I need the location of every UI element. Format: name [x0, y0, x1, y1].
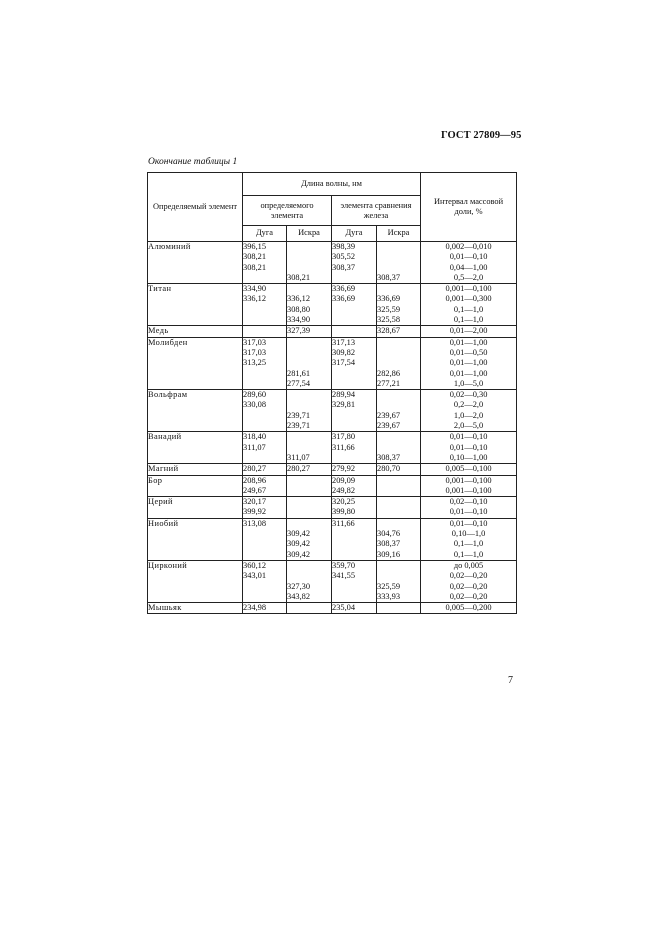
element-name-cell: Ванадий — [148, 432, 243, 464]
arc-determined-cell — [243, 603, 287, 614]
cell-value — [377, 603, 420, 613]
header-reference-iron: элемента сравнения железа — [332, 196, 421, 226]
cell-value: 2,0—5,0 — [453, 421, 484, 431]
arc-determined-cell — [243, 337, 287, 389]
cell-value: 398,39 — [332, 242, 356, 251]
cell-value — [287, 603, 331, 613]
header-spark-determined: Искра — [287, 226, 332, 242]
cell-value: 235,04 — [332, 603, 356, 613]
cell-value: 359,70 — [332, 560, 356, 570]
cell-value — [243, 305, 286, 315]
mass-fraction-range-cell — [421, 337, 517, 389]
cell-value: 317,03 — [243, 347, 267, 357]
cell-value: 0,02—0,10 — [449, 497, 488, 507]
cell-value: 0,04—1,00 — [449, 262, 488, 272]
cell-value — [377, 486, 420, 496]
cell-value — [377, 242, 420, 252]
cell-value: 209,09 — [332, 475, 356, 485]
mass-fraction-range-cell — [421, 518, 517, 560]
cell-value — [332, 529, 376, 539]
cell-value: 1,0—2,0 — [453, 410, 484, 420]
table-caption: Окончание таблицы 1 — [148, 157, 238, 167]
arc-determined-cell — [243, 326, 287, 337]
arc-determined-cell — [243, 390, 287, 432]
cell-value — [243, 529, 286, 539]
cell-value — [377, 507, 420, 517]
cell-value: 304,76 — [377, 529, 401, 539]
cell-value: 308,21 — [287, 272, 311, 282]
cell-value: 313,25 — [243, 358, 267, 368]
cell-value — [287, 252, 331, 262]
mass-fraction-range-cell — [421, 560, 517, 602]
table-row — [148, 560, 517, 602]
table-row — [148, 284, 517, 326]
cell-value: 343,01 — [243, 571, 267, 581]
cell-value — [287, 497, 331, 507]
cell-value — [243, 379, 286, 389]
cell-value: 317,54 — [332, 358, 356, 368]
mass-fraction-range-cell — [421, 603, 517, 614]
cell-value — [243, 421, 286, 431]
spark-reference-cell — [377, 337, 421, 389]
cell-value: 317,03 — [243, 337, 267, 347]
cell-value — [287, 263, 331, 273]
cell-value — [377, 252, 420, 262]
cell-value: 0,01—1,00 — [449, 358, 488, 368]
arc-reference-cell — [332, 603, 377, 614]
wavelength-table — [147, 172, 517, 614]
cell-value: 309,42 — [287, 549, 311, 559]
spark-reference-cell — [377, 560, 421, 602]
cell-value: 327,39 — [287, 326, 311, 336]
cell-value: 308,37 — [377, 272, 401, 282]
cell-value: 341,55 — [332, 571, 356, 581]
cell-value: 0,002—0,010 — [445, 242, 492, 251]
cell-value: 399,92 — [243, 507, 267, 517]
spark-determined-cell — [287, 497, 332, 519]
cell-value: 0,10—1,0 — [451, 529, 486, 539]
cell-value — [377, 443, 420, 453]
element-name-cell: Мышьяк — [148, 603, 243, 614]
cell-value: 239,67 — [377, 421, 401, 431]
cell-value: 343,82 — [287, 591, 311, 601]
cell-value — [377, 519, 420, 529]
spark-determined-cell — [287, 432, 332, 464]
cell-value — [243, 453, 286, 463]
cell-value — [287, 443, 331, 453]
cell-value — [332, 453, 376, 463]
cell-value — [377, 263, 420, 273]
cell-value: 277,54 — [287, 378, 311, 388]
cell-value — [243, 326, 286, 336]
element-name-cell: Магний — [148, 464, 243, 475]
cell-value: 325,58 — [377, 315, 401, 325]
cell-value — [287, 571, 331, 581]
cell-value — [377, 348, 420, 358]
cell-value: 234,98 — [243, 603, 267, 613]
header-arc-determined: Дуга — [243, 226, 287, 242]
table-row — [148, 603, 517, 614]
cell-value — [243, 550, 286, 560]
spark-reference-cell — [377, 284, 421, 326]
spark-reference-cell — [377, 326, 421, 337]
cell-value — [332, 592, 376, 602]
cell-value — [377, 284, 420, 294]
spark-determined-cell — [287, 242, 332, 284]
mass-fraction-range-cell — [421, 242, 517, 284]
cell-value: 0,01—1,00 — [449, 368, 488, 378]
arc-determined-cell — [243, 518, 287, 560]
mass-fraction-range-cell — [421, 432, 517, 464]
cell-value: 309,16 — [377, 549, 401, 559]
cell-value — [377, 432, 420, 442]
cell-value: 289,60 — [243, 390, 267, 400]
cell-value: 0,01—0,10 — [449, 432, 488, 442]
cell-value: 277,21 — [377, 378, 401, 388]
cell-value: 308,37 — [332, 262, 356, 272]
cell-value: 336,69 — [332, 284, 356, 294]
cell-value: 333,93 — [377, 591, 401, 601]
cell-value: 336,12 — [287, 294, 311, 304]
arc-reference-cell — [332, 497, 377, 519]
page-number: 7 — [508, 675, 513, 686]
spark-determined-cell — [287, 603, 332, 614]
table-row — [148, 390, 517, 432]
element-name-cell: Медь — [148, 326, 243, 337]
cell-value — [287, 561, 331, 571]
cell-value — [377, 400, 420, 410]
cell-value: 279,92 — [332, 464, 356, 474]
cell-value: 309,82 — [332, 347, 356, 357]
cell-value: 325,59 — [377, 581, 401, 591]
arc-reference-cell — [332, 432, 377, 464]
cell-value: 0,2—2,0 — [453, 400, 484, 410]
cell-value — [377, 390, 420, 400]
cell-value: 0,001—0,300 — [445, 294, 492, 304]
cell-value: 0,1—1,0 — [453, 315, 484, 325]
cell-value: 0,1—1,0 — [453, 304, 484, 314]
spark-determined-cell — [287, 390, 332, 432]
cell-value — [377, 561, 420, 571]
table-row — [148, 464, 517, 475]
cell-value — [332, 326, 376, 336]
cell-value: 249,82 — [332, 485, 356, 495]
cell-value: 239,67 — [377, 410, 401, 420]
spark-reference-cell — [377, 464, 421, 475]
spark-determined-cell — [287, 560, 332, 602]
cell-value: 239,71 — [287, 410, 311, 420]
cell-value — [287, 486, 331, 496]
cell-value — [332, 550, 376, 560]
cell-value — [332, 369, 376, 379]
cell-value: 327,30 — [287, 581, 311, 591]
cell-value: 208,96 — [243, 475, 267, 485]
cell-value: 328,67 — [377, 326, 401, 336]
cell-value: 336,69 — [377, 294, 401, 304]
cell-value: 329,81 — [332, 400, 356, 410]
arc-reference-cell — [332, 464, 377, 475]
spark-reference-cell — [377, 603, 421, 614]
cell-value: 308,21 — [243, 252, 267, 262]
header-spark-reference: Искра — [377, 226, 421, 242]
cell-value — [287, 432, 331, 442]
cell-value — [243, 539, 286, 549]
cell-value — [287, 390, 331, 400]
cell-value: 309,42 — [287, 529, 311, 539]
cell-value: 308,21 — [243, 262, 267, 272]
table-row — [148, 337, 517, 389]
cell-value: 0,01—0,10 — [449, 252, 488, 262]
cell-value: 313,08 — [243, 518, 267, 528]
header-element: Определяемый элемент — [148, 173, 243, 242]
cell-value — [287, 400, 331, 410]
cell-value: 0,005—0,100 — [445, 464, 492, 474]
arc-determined-cell — [243, 497, 287, 519]
cell-value: 0,10—1,00 — [449, 452, 488, 462]
element-name-cell: Церий — [148, 497, 243, 519]
cell-value — [243, 369, 286, 379]
arc-reference-cell — [332, 242, 377, 284]
cell-value: 0,1—1,0 — [453, 549, 484, 559]
cell-value — [332, 421, 376, 431]
cell-value: 399,80 — [332, 507, 356, 517]
element-name-cell: Цирконий — [148, 560, 243, 602]
cell-value: 360,12 — [243, 560, 267, 570]
cell-value: 320,17 — [243, 497, 267, 507]
mass-fraction-range-cell — [421, 497, 517, 519]
cell-value: 317,80 — [332, 432, 356, 442]
cell-value: 396,15 — [243, 242, 267, 251]
cell-value: до 0,005 — [453, 560, 484, 570]
arc-reference-cell — [332, 475, 377, 497]
cell-value: 311,66 — [332, 442, 355, 452]
document-code: ГОСТ 27809—95 — [441, 130, 522, 141]
spark-determined-cell — [287, 284, 332, 326]
cell-value: 308,37 — [377, 452, 401, 462]
element-name-cell: Бор — [148, 475, 243, 497]
cell-value: 320,25 — [332, 497, 356, 507]
cell-value: 0,02—0,20 — [449, 581, 488, 591]
cell-value: 0,01—0,10 — [449, 507, 488, 517]
cell-value: 1,0—5,0 — [453, 378, 484, 388]
cell-value: 289,94 — [332, 390, 356, 400]
arc-determined-cell — [243, 475, 287, 497]
cell-value — [243, 592, 286, 602]
mass-fraction-range-cell — [421, 284, 517, 326]
table-row — [148, 242, 517, 284]
cell-value: 239,71 — [287, 421, 311, 431]
cell-value: 280,27 — [243, 464, 267, 474]
cell-value: 0,01—0,50 — [449, 347, 488, 357]
spark-reference-cell — [377, 432, 421, 464]
cell-value: 334,90 — [243, 284, 267, 294]
arc-determined-cell — [243, 560, 287, 602]
cell-value: 336,12 — [243, 294, 267, 304]
spark-determined-cell — [287, 518, 332, 560]
cell-value: 330,08 — [243, 400, 267, 410]
mass-fraction-range-cell — [421, 326, 517, 337]
arc-determined-cell — [243, 242, 287, 284]
cell-value: 318,40 — [243, 432, 267, 442]
spark-reference-cell — [377, 390, 421, 432]
cell-value: 0,001—0,100 — [445, 284, 492, 294]
cell-value — [332, 305, 376, 315]
cell-value: 0,005—0,200 — [445, 603, 492, 613]
cell-value: 0,02—0,20 — [449, 571, 488, 581]
cell-value: 311,66 — [332, 518, 355, 528]
table-row — [148, 432, 517, 464]
cell-value: 311,07 — [287, 452, 310, 462]
spark-determined-cell — [287, 337, 332, 389]
cell-value — [287, 242, 331, 252]
cell-value — [243, 315, 286, 325]
spark-determined-cell — [287, 326, 332, 337]
cell-value — [332, 273, 376, 283]
cell-value: 336,69 — [332, 294, 356, 304]
cell-value — [287, 476, 331, 486]
cell-value — [332, 539, 376, 549]
mass-fraction-range-cell — [421, 390, 517, 432]
cell-value — [243, 411, 286, 421]
arc-determined-cell — [243, 432, 287, 464]
element-name-cell: Ниобий — [148, 518, 243, 560]
cell-value: 0,001—0,100 — [445, 475, 492, 485]
cell-value — [377, 338, 420, 348]
spark-determined-cell — [287, 464, 332, 475]
cell-value: 325,59 — [377, 304, 401, 314]
cell-value — [377, 358, 420, 368]
arc-reference-cell — [332, 337, 377, 389]
arc-reference-cell — [332, 284, 377, 326]
cell-value — [332, 379, 376, 389]
header-interval: Интервал массовой доли, % — [421, 173, 517, 242]
mass-fraction-range-cell — [421, 464, 517, 475]
spark-reference-cell — [377, 497, 421, 519]
mass-fraction-range-cell — [421, 475, 517, 497]
table-body — [148, 242, 517, 614]
cell-value — [287, 284, 331, 294]
cell-value — [287, 338, 331, 348]
table-row — [148, 326, 517, 337]
header-determined-element: определяемого элемента — [243, 196, 332, 226]
cell-value: 0,01—2,00 — [449, 326, 488, 336]
spark-reference-cell — [377, 242, 421, 284]
cell-value — [287, 507, 331, 517]
cell-value — [287, 358, 331, 368]
element-name-cell: Титан — [148, 284, 243, 326]
cell-value: 317,13 — [332, 337, 356, 347]
cell-value: 308,80 — [287, 304, 311, 314]
arc-determined-cell — [243, 284, 287, 326]
table-row — [148, 518, 517, 560]
cell-value — [377, 497, 420, 507]
cell-value — [332, 582, 376, 592]
arc-reference-cell — [332, 326, 377, 337]
element-name-cell: Молибден — [148, 337, 243, 389]
cell-value — [377, 571, 420, 581]
cell-value: 280,70 — [377, 464, 401, 474]
cell-value: 0,01—1,00 — [449, 337, 488, 347]
cell-value: 281,61 — [287, 368, 311, 378]
table-row — [148, 475, 517, 497]
arc-reference-cell — [332, 560, 377, 602]
cell-value: 0,5—2,0 — [453, 272, 484, 282]
arc-reference-cell — [332, 390, 377, 432]
cell-value: 280,27 — [287, 464, 311, 474]
cell-value — [243, 582, 286, 592]
cell-value: 305,52 — [332, 252, 356, 262]
cell-value — [243, 273, 286, 283]
cell-value: 311,07 — [243, 442, 266, 452]
cell-value — [332, 315, 376, 325]
arc-reference-cell — [332, 518, 377, 560]
cell-value — [377, 476, 420, 486]
element-name-cell: Вольфрам — [148, 390, 243, 432]
cell-value: 0,001—0,100 — [445, 485, 492, 495]
header-wavelength: Длина волны, нм — [243, 173, 421, 196]
table-row — [148, 497, 517, 519]
cell-value: 0,02—0,20 — [449, 591, 488, 601]
cell-value — [287, 519, 331, 529]
cell-value — [332, 411, 376, 421]
header-arc-reference: Дуга — [332, 226, 377, 242]
cell-value: 309,42 — [287, 539, 311, 549]
cell-value: 0,01—0,10 — [449, 518, 488, 528]
cell-value: 0,01—0,10 — [449, 442, 488, 452]
cell-value: 0,1—1,0 — [453, 539, 484, 549]
cell-value: 0,02—0,30 — [449, 390, 488, 400]
cell-value — [287, 348, 331, 358]
cell-value: 282,86 — [377, 368, 401, 378]
cell-value: 249,67 — [243, 485, 267, 495]
cell-value: 334,90 — [287, 315, 311, 325]
element-name-cell: Алюминий — [148, 242, 243, 284]
spark-reference-cell — [377, 518, 421, 560]
cell-value: 308,37 — [377, 539, 401, 549]
arc-determined-cell — [243, 464, 287, 475]
spark-determined-cell — [287, 475, 332, 497]
spark-reference-cell — [377, 475, 421, 497]
